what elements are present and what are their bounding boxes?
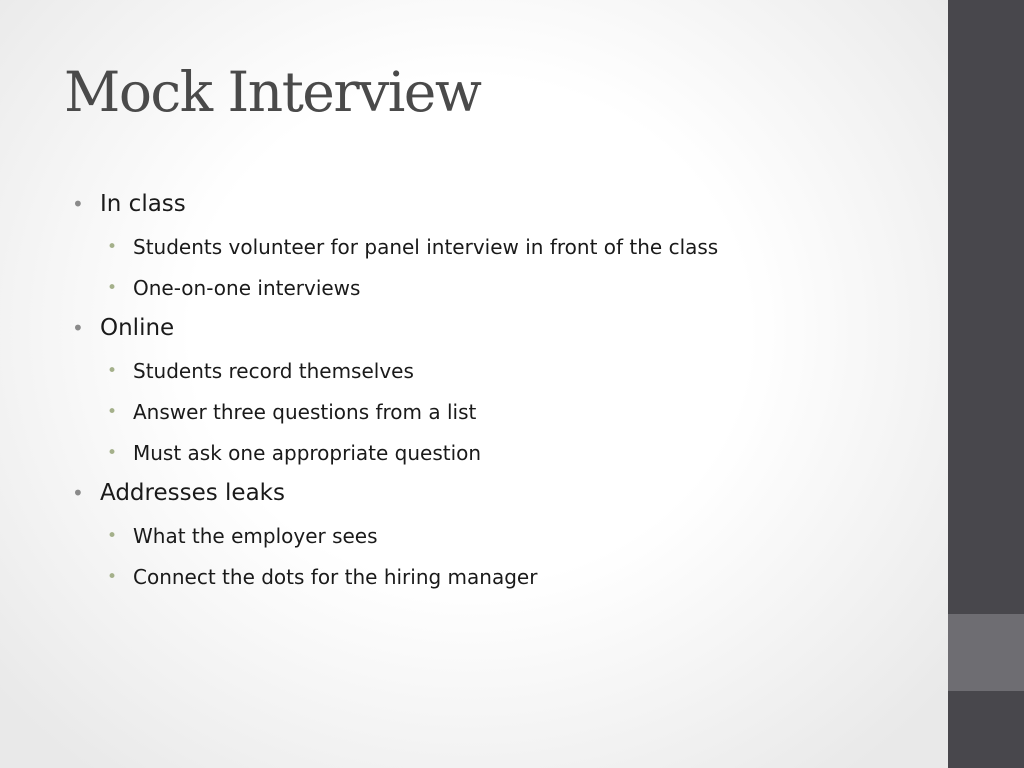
bullet-icon: • xyxy=(72,192,84,216)
sub-bullet-text: One-on-one interviews xyxy=(133,276,361,300)
sub-bullet-text: Students volunteer for panel interview in front of the class xyxy=(133,235,719,259)
sub-bullet-icon: • xyxy=(107,278,118,298)
sub-bullet-item xyxy=(72,397,932,427)
bullet-icon: • xyxy=(72,481,84,505)
sub-bullet-icon: • xyxy=(107,361,118,381)
sub-bullet-text: Must ask one appropriate question xyxy=(133,441,482,465)
sub-bullet-item xyxy=(72,232,932,262)
bullet-item-addresses-leaks xyxy=(72,476,932,510)
bullet-text: In class xyxy=(100,191,186,217)
sub-bullet-text: Students record themselves xyxy=(133,359,414,383)
sub-bullet-item xyxy=(72,273,932,303)
bullet-text: Addresses leaks xyxy=(100,480,285,506)
sub-bullet-item xyxy=(72,438,932,468)
sub-bullet-item xyxy=(72,562,932,592)
bullet-item-in-class xyxy=(72,187,932,221)
sub-bullet-icon: • xyxy=(107,526,118,546)
bullet-list xyxy=(72,187,932,592)
bullet-item-online xyxy=(72,311,932,345)
sub-bullet-icon: • xyxy=(107,402,118,422)
side-bar-accent xyxy=(948,614,1024,691)
bullet-icon: • xyxy=(72,316,84,340)
sub-bullet-item xyxy=(72,356,932,386)
sub-bullet-icon: • xyxy=(107,237,118,257)
sub-bullet-text: Connect the dots for the hiring manager xyxy=(133,565,538,589)
slide-title: Mock Interview xyxy=(64,60,481,124)
sub-bullet-icon: • xyxy=(107,567,118,587)
sub-bullet-icon: • xyxy=(107,443,118,463)
sub-bullet-text: What the employer sees xyxy=(133,524,378,548)
sub-bullet-text: Answer three questions from a list xyxy=(133,400,477,424)
bullet-text: Online xyxy=(100,315,175,341)
sub-bullet-item xyxy=(72,521,932,551)
